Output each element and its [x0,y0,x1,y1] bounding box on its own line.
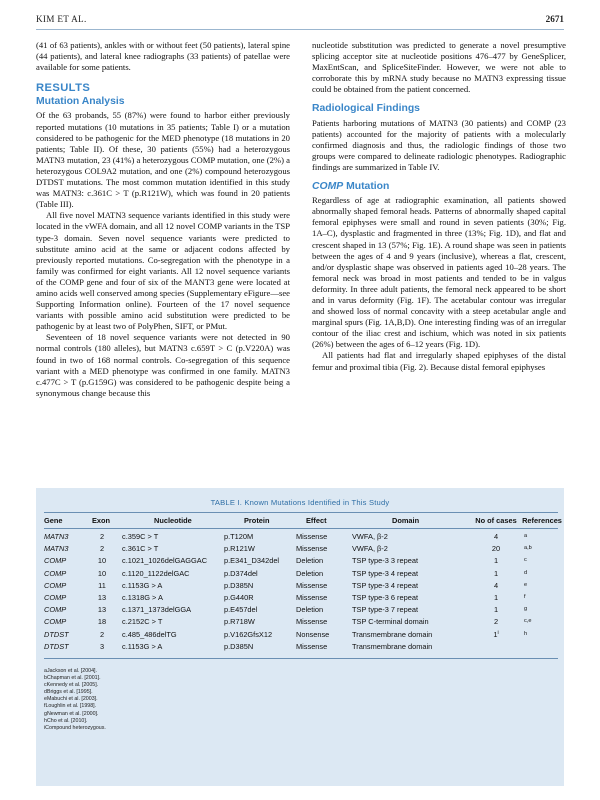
radiological-findings-heading: Radiological Findings [312,103,420,115]
cell-reference: c [524,557,527,564]
table-footnote: dBriggs et al. [1995]. [44,689,93,696]
comp-mutation-heading [312,181,566,192]
col-cases-header: No of cases [475,516,517,525]
table-caption: TABLE I. Known Mutations Identified in This Study [210,498,390,507]
cell-effect: Deletion [296,605,324,615]
cell-protein: p.D385N [224,580,254,590]
cell-gene: DTDST [44,629,69,639]
table-bottom-rule [44,658,558,659]
table-footnote: gNewman et al. [2000]. [44,710,99,717]
cell-effect: Missense [296,580,328,590]
table-row [44,642,558,652]
cell-cases: 1 [493,556,499,566]
cell-domain: TSP type-3 6 repeat [352,593,419,602]
cell-domain: Transmembrane domain [352,629,433,639]
table-row [44,556,558,566]
cell-domain: TSP type-3 4 repeat [352,568,419,578]
cell-exon: 13 [97,593,107,602]
cell-effect: Missense [296,532,328,541]
cell-effect: Deletion [296,568,324,578]
comp-heading-gene: COMP [312,181,344,193]
cell-protein: p.E457del [224,605,258,615]
page-number: 2671 [545,14,564,24]
cell-protein: p.D385N [224,641,254,651]
cell-protein: p.V162GfsX12 [224,629,273,639]
cell-exon: 2 [99,629,105,639]
cell-nucleotide: c.359C > T [122,532,159,541]
cell-domain: VWFA, β-2 [352,544,388,554]
compound-marker: i [497,629,499,636]
table-row [44,593,558,603]
cell-cases: 20 [491,544,501,554]
cell-gene: COMP [44,568,67,578]
cell-reference: c,e [524,618,532,625]
cell-exon: 10 [97,568,107,578]
table-footnote: aJackson et al. [2004]. [44,668,98,674]
table-row [44,630,558,640]
cell-nucleotide: c.1371_1373delGGA [122,605,192,615]
cell-reference: f [524,594,526,600]
cell-gene: MATN3 [44,544,69,554]
table-row [44,605,558,615]
table-row [44,532,558,542]
table-row [44,569,558,579]
cell-exon: 10 [97,556,107,566]
header-rule [36,29,564,30]
cell-cases: 1 [493,593,499,602]
results-paragraph-1: Of the 63 probands, 55 (87%) were found to harbor either previously reported mutations (10 mutations in 35 patients; Table I) or a mutation considered to be pathogenic for the MED phenotype (18 mutations in 20 patients; Table II). Of these, 30 patients (55%) had a heterozygous MATN3 mutation, 23 (41%) a heterozygous COMP mutation, one (2%) a heterozygous COL9A2 mutation, and one (2%) compound heterozygous DTDST mutations. The most common mutation identified in this study was MATN3: c.361C > T (p.R121W), which was found in 20 patients (Table III). [36,110,290,210]
cell-gene: MATN3 [44,532,69,541]
cell-effect: Missense [296,593,328,602]
table-footnote: eMabuchi et al. [2003]. [44,696,98,703]
cell-domain: TSP type-3 7 repeat [352,605,419,615]
cell-exon: 18 [97,617,107,627]
cell-protein: p.R121W [224,544,255,554]
cell-cases: 1$^i$ [493,629,499,639]
table-top-rule [44,512,558,513]
cell-domain: TSP C-terminal domain [352,617,429,627]
cell-nucleotide: c.1153G > A [122,641,163,651]
cell-cases: 1 [493,605,499,615]
cell-reference: d [524,569,528,576]
cell-reference: g [524,606,528,613]
table-row [44,581,558,591]
cell-nucleotide: c.1318G > A [122,593,163,602]
table-footnote: iCompound heterozygous. [44,724,106,731]
cell-protein: p.D374del [224,568,258,578]
cell-reference: h [524,630,528,637]
left-column [36,40,290,399]
cell-nucleotide: c.1120_1122delGAC [122,568,190,578]
cell-exon: 3 [99,641,105,651]
table-header-rule [44,528,558,529]
table-header-row [44,516,562,526]
cell-exon: 13 [97,605,107,615]
results-paragraph-2: All five novel MATN3 sequence variants identified in this study were located in the vWFA domain, and all 12 novel COMP variants in the TSP type-3 domain. Seven novel sequence variants were predicted to substitute amino acid at the same or adjacent codons affected by previously reported mutations. Co-segregation with the phenotype in a family was confirmed for eight variants. All 12 novel sequence variants of the COMP gene and four of six of the MANT3 gene were located at amino acids well conserved among species (Supplementary eFigure—see Supporting Information online). Fourteen of the 17 novel sequence variants with possible amino acid substitution were predicted to be pathogenic by at least two of PolyPhen, SIFT, or PMut. [36,210,290,332]
cell-nucleotide: c.1021_1026delGAGGAC [122,556,208,566]
running-author: KIM ET AL. [36,14,87,24]
col-exon-header: Exon [92,516,111,525]
table-footnotes [44,668,244,732]
cell-reference: e [524,581,528,588]
cell-effect: Missense [296,544,328,554]
cell-nucleotide: c.2152C > T [122,617,163,627]
cell-domain: Transmembrane domain [352,641,433,651]
cell-exon: 11 [98,580,106,590]
cell-gene: COMP [44,580,67,590]
col-protein-header: Protein [244,516,270,525]
col-gene-header: Gene [44,516,63,525]
cell-exon: 2 [99,544,105,554]
col-references-header: References [522,516,562,525]
cell-reference: a [524,533,528,539]
cell-protein: p.T120M [224,532,254,541]
left-intro-paragraph: (41 of 63 patients), ankles with or without feet (50 patients), lateral spine (44 patients), and lateral knee radiographs (33 patients) of patellae were available for some patients. [36,40,290,73]
cell-gene: COMP [44,605,67,615]
cell-cases: 4 [493,580,499,590]
cell-domain: VWFA, β-2 [352,532,388,541]
cell-nucleotide: c.1153G > A [122,580,163,590]
cell-gene: COMP [44,593,67,602]
cell-effect: Missense [296,641,328,651]
cell-protein: p.G440R [224,593,254,602]
results-paragraph-3: Seventeen of 18 novel sequence variants were not detected in 90 normal controls (180 alleles), but MATN3 c.659T > C (p.V220A) was found in two of 168 normal controls. Co-segregation of this sequence variant with a MED phenotype was confirmed in one family. MATN3 c.477C > T (p.G159G) was considered to be pathogenic despite being a synonymous change because this [36,332,290,398]
right-intro-paragraph: nucleotide substitution was predicted to generate a novel presumptive splicing acceptor site at nucleotide positions 476–477 by GeneSplicer, MaxEntScan, and SpliceSiteFinder. However, we were not able to corroborate this by mRNA study because no MATN3 expressing tissue could be obtained from the patient concerned. [312,40,566,95]
running-header [36,14,564,28]
table-footnote: bChapman et al. [2001]. [44,675,101,682]
col-nucleotide-header: Nucleotide [154,516,192,525]
table-footnote: fLoughlin et al. [1998]. [44,703,97,710]
cell-gene: COMP [44,617,67,627]
mutation-analysis-heading: Mutation Analysis [36,96,125,108]
cell-protein: p.E341_D342del [224,556,280,566]
cell-exon: 2 [99,532,105,541]
comp-paragraph-2: All patients had flat and irregularly shaped epiphyses of the distal femur and proximal tibia (Fig. 2). Because distal femoral epiphyses [312,350,566,372]
cell-cases: 4 [493,532,499,541]
cell-nucleotide: c.485_486delTG [122,629,177,639]
table-row [44,617,558,627]
cell-nucleotide: c.361C > T [122,544,159,554]
col-effect-header: Effect [306,516,327,525]
table-1 [36,488,564,786]
cell-cases: 2 [493,617,499,627]
cell-protein: p.R718W [224,617,255,627]
table-footnote: cKennedy et al. [2005]. [44,682,99,689]
cell-domain: TSP type-3 4 repeat [352,580,419,590]
col-domain-header: Domain [392,516,420,525]
cell-cases: 1 [493,568,499,578]
results-heading: RESULTS [36,82,91,95]
cell-domain: TSP type-3 3 repeat [352,556,419,566]
table-footnote: hCho et al. [2010]. [44,717,88,724]
table-row [44,544,558,554]
cell-reference: a,b [524,545,532,552]
cell-effect: Missense [296,617,328,627]
cell-gene: DTDST [44,641,69,651]
comp-paragraph-1: Regardless of age at radiographic examination, all patients showed abnormally shaped femoral heads. Patterns of abnormally shaped capital femoral epiphyses were small and round in seven patients (30%; Fig. 1A–C), dysplastic and fragmented in three (13%; Fig. 1D), and flat and crescent shaped in 13 (57%; Fig. 1E). A round shape was seen in patients between the ages of 4 and 9 years (inclusive), whereas a flat, crescent, and/or dysplastic shape was observed in patients aged 10–28 years. The femoral neck was broad in most patients and tended to be in valgus deformity. In three adult patients, the femoral neck appeared to be short and in varus deformity (Fig. 1F). The acetabular contour was irregular and showed loss of normal concavity with a steep acetabular angle and marginal spurs (Fig. 1A,B,D). One interesting finding was of an irregular contour of the iliac crest and ischium, which was noted in six patients (26%) between the ages of 6–12 years (Fig. 1D). [312,195,566,350]
cell-effect: Deletion [296,556,324,566]
cell-gene: COMP [44,556,67,566]
cell-effect: Nonsense [296,629,330,639]
radiological-paragraph: Patients harboring mutations of MATN3 (30 patients) and COMP (23 patients) accounted for the majority of patients with a molecularly confirmed diagnosis and thus, the radiologic findings of those two groups were compared to delineate radiologic phenotypes. Radiographic findings are summarized in Table IV. [312,117,566,172]
comp-heading-rest: Mutation [343,181,390,193]
right-column [312,40,566,373]
